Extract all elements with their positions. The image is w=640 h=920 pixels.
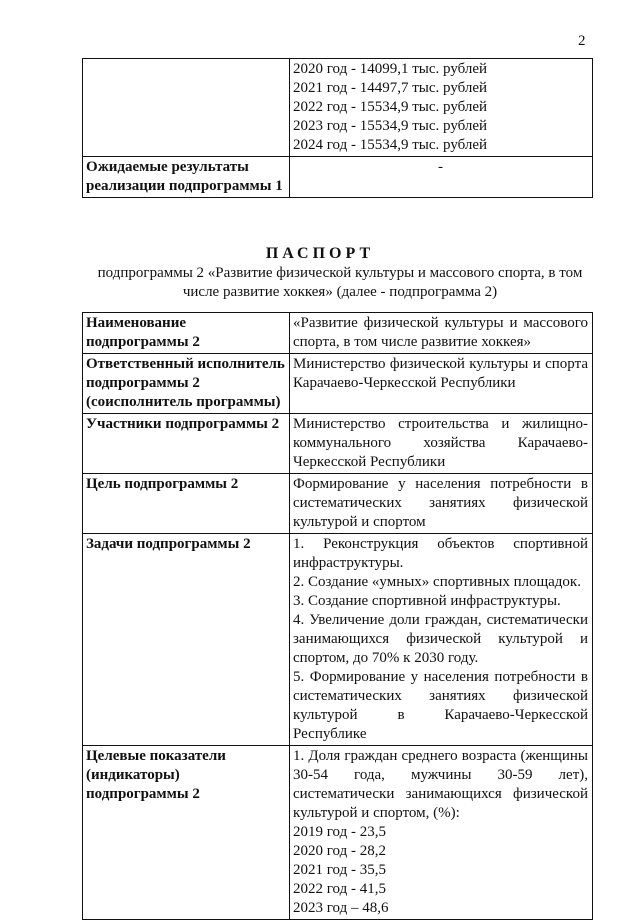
funding-year-2021: 2021 год - 14497,7 тыс. рублей xyxy=(293,80,488,96)
funding-values-cell xyxy=(290,59,593,157)
task-item-4: 4. Увеличение доли граждан, систематически занимающихся физической культурой и спортом, до 70% к 2030 году. xyxy=(293,612,588,666)
funding-years-row xyxy=(83,59,593,157)
passport-title: ПАСПОРТ xyxy=(265,245,375,262)
indicator-year-2023: 2023 год – 48,6 xyxy=(293,900,389,916)
passport-row-goal xyxy=(83,474,593,534)
task-item-2: 2. Создание «умных» спортивных площадок. xyxy=(293,574,581,590)
indicator-year-2022: 2022 год - 41,5 xyxy=(293,881,386,897)
passport-subtitle: подпрограммы 2 «Развитие физической культуры и массового спорта, в том числе развитие хоккея» (далее - подпрограмма 2) xyxy=(97,265,583,300)
row-value-tasks xyxy=(290,534,593,746)
row-value-indicators xyxy=(290,746,593,920)
passport-row-tasks xyxy=(83,534,593,746)
task-item-3: 3. Создание спортивной инфраструктуры. xyxy=(293,593,561,609)
indicator-year-2019: 2019 год - 23,5 xyxy=(293,824,386,840)
expected-results-row xyxy=(83,157,593,198)
row-label-tasks: Задачи подпрограммы 2 xyxy=(83,534,290,746)
row-value-name: «Развитие физической культуры и массового спорта, в том числе развитие хоккея» xyxy=(290,313,593,354)
passport-table xyxy=(82,312,593,920)
row-value-goal: Формирование у населения потребности в систематических занятиях физической культурой и спортом xyxy=(290,474,593,534)
row-value-participants: Министерство строительства и жилищно-коммунального хозяйства Карачаево-Черкесской Республики xyxy=(290,414,593,474)
indicator-year-2020: 2020 год - 28,2 xyxy=(293,843,386,859)
task-item-5: 5. Формирование у населения потребности в систематических занятиях физической культурой в Карачаево-Черкесской Республике xyxy=(293,669,588,742)
row-value-executor: Министерство физической культуры и спорта Карачаево-Черкесской Республики xyxy=(290,354,593,414)
indicator-year-2021: 2021 год - 35,5 xyxy=(293,862,386,878)
page-number: 2 xyxy=(578,33,586,49)
row-label-goal: Цель подпрограммы 2 xyxy=(83,474,290,534)
passport-row-indicators xyxy=(83,746,593,920)
indicator-intro: 1. Доля граждан среднего возраста (женщины 30-54 года, мужчины 30-59 лет), систематически занимающихся физической культурой и спортом, (%): xyxy=(293,748,588,821)
funding-label-cell xyxy=(83,59,290,157)
passport-row-executor xyxy=(83,354,593,414)
funding-year-2022: 2022 год - 15534,9 тыс. рублей xyxy=(293,99,488,115)
funding-table xyxy=(82,58,593,198)
row-label-executor: Ответственный исполнитель подпрограммы 2 (соисполнитель программы) xyxy=(83,354,290,414)
row-label-participants: Участники подпрограммы 2 xyxy=(83,414,290,474)
passport-row-name xyxy=(83,313,593,354)
funding-year-2023: 2023 год - 15534,9 тыс. рублей xyxy=(293,118,488,134)
task-item-1: 1. Реконструкция объектов спортивной инфраструктуры. xyxy=(293,536,588,571)
row-label-name: Наименование подпрограммы 2 xyxy=(83,313,290,354)
row-label-indicators: Целевые показатели (индикаторы) подпрограммы 2 xyxy=(83,746,290,920)
expected-results-value: - xyxy=(290,157,593,198)
funding-year-2020: 2020 год - 14099,1 тыс. рублей xyxy=(293,61,488,77)
expected-results-label: Ожидаемые результаты реализации подпрограммы 1 xyxy=(83,157,290,198)
funding-year-2024: 2024 год - 15534,9 тыс. рублей xyxy=(293,137,488,153)
passport-row-participants xyxy=(83,414,593,474)
